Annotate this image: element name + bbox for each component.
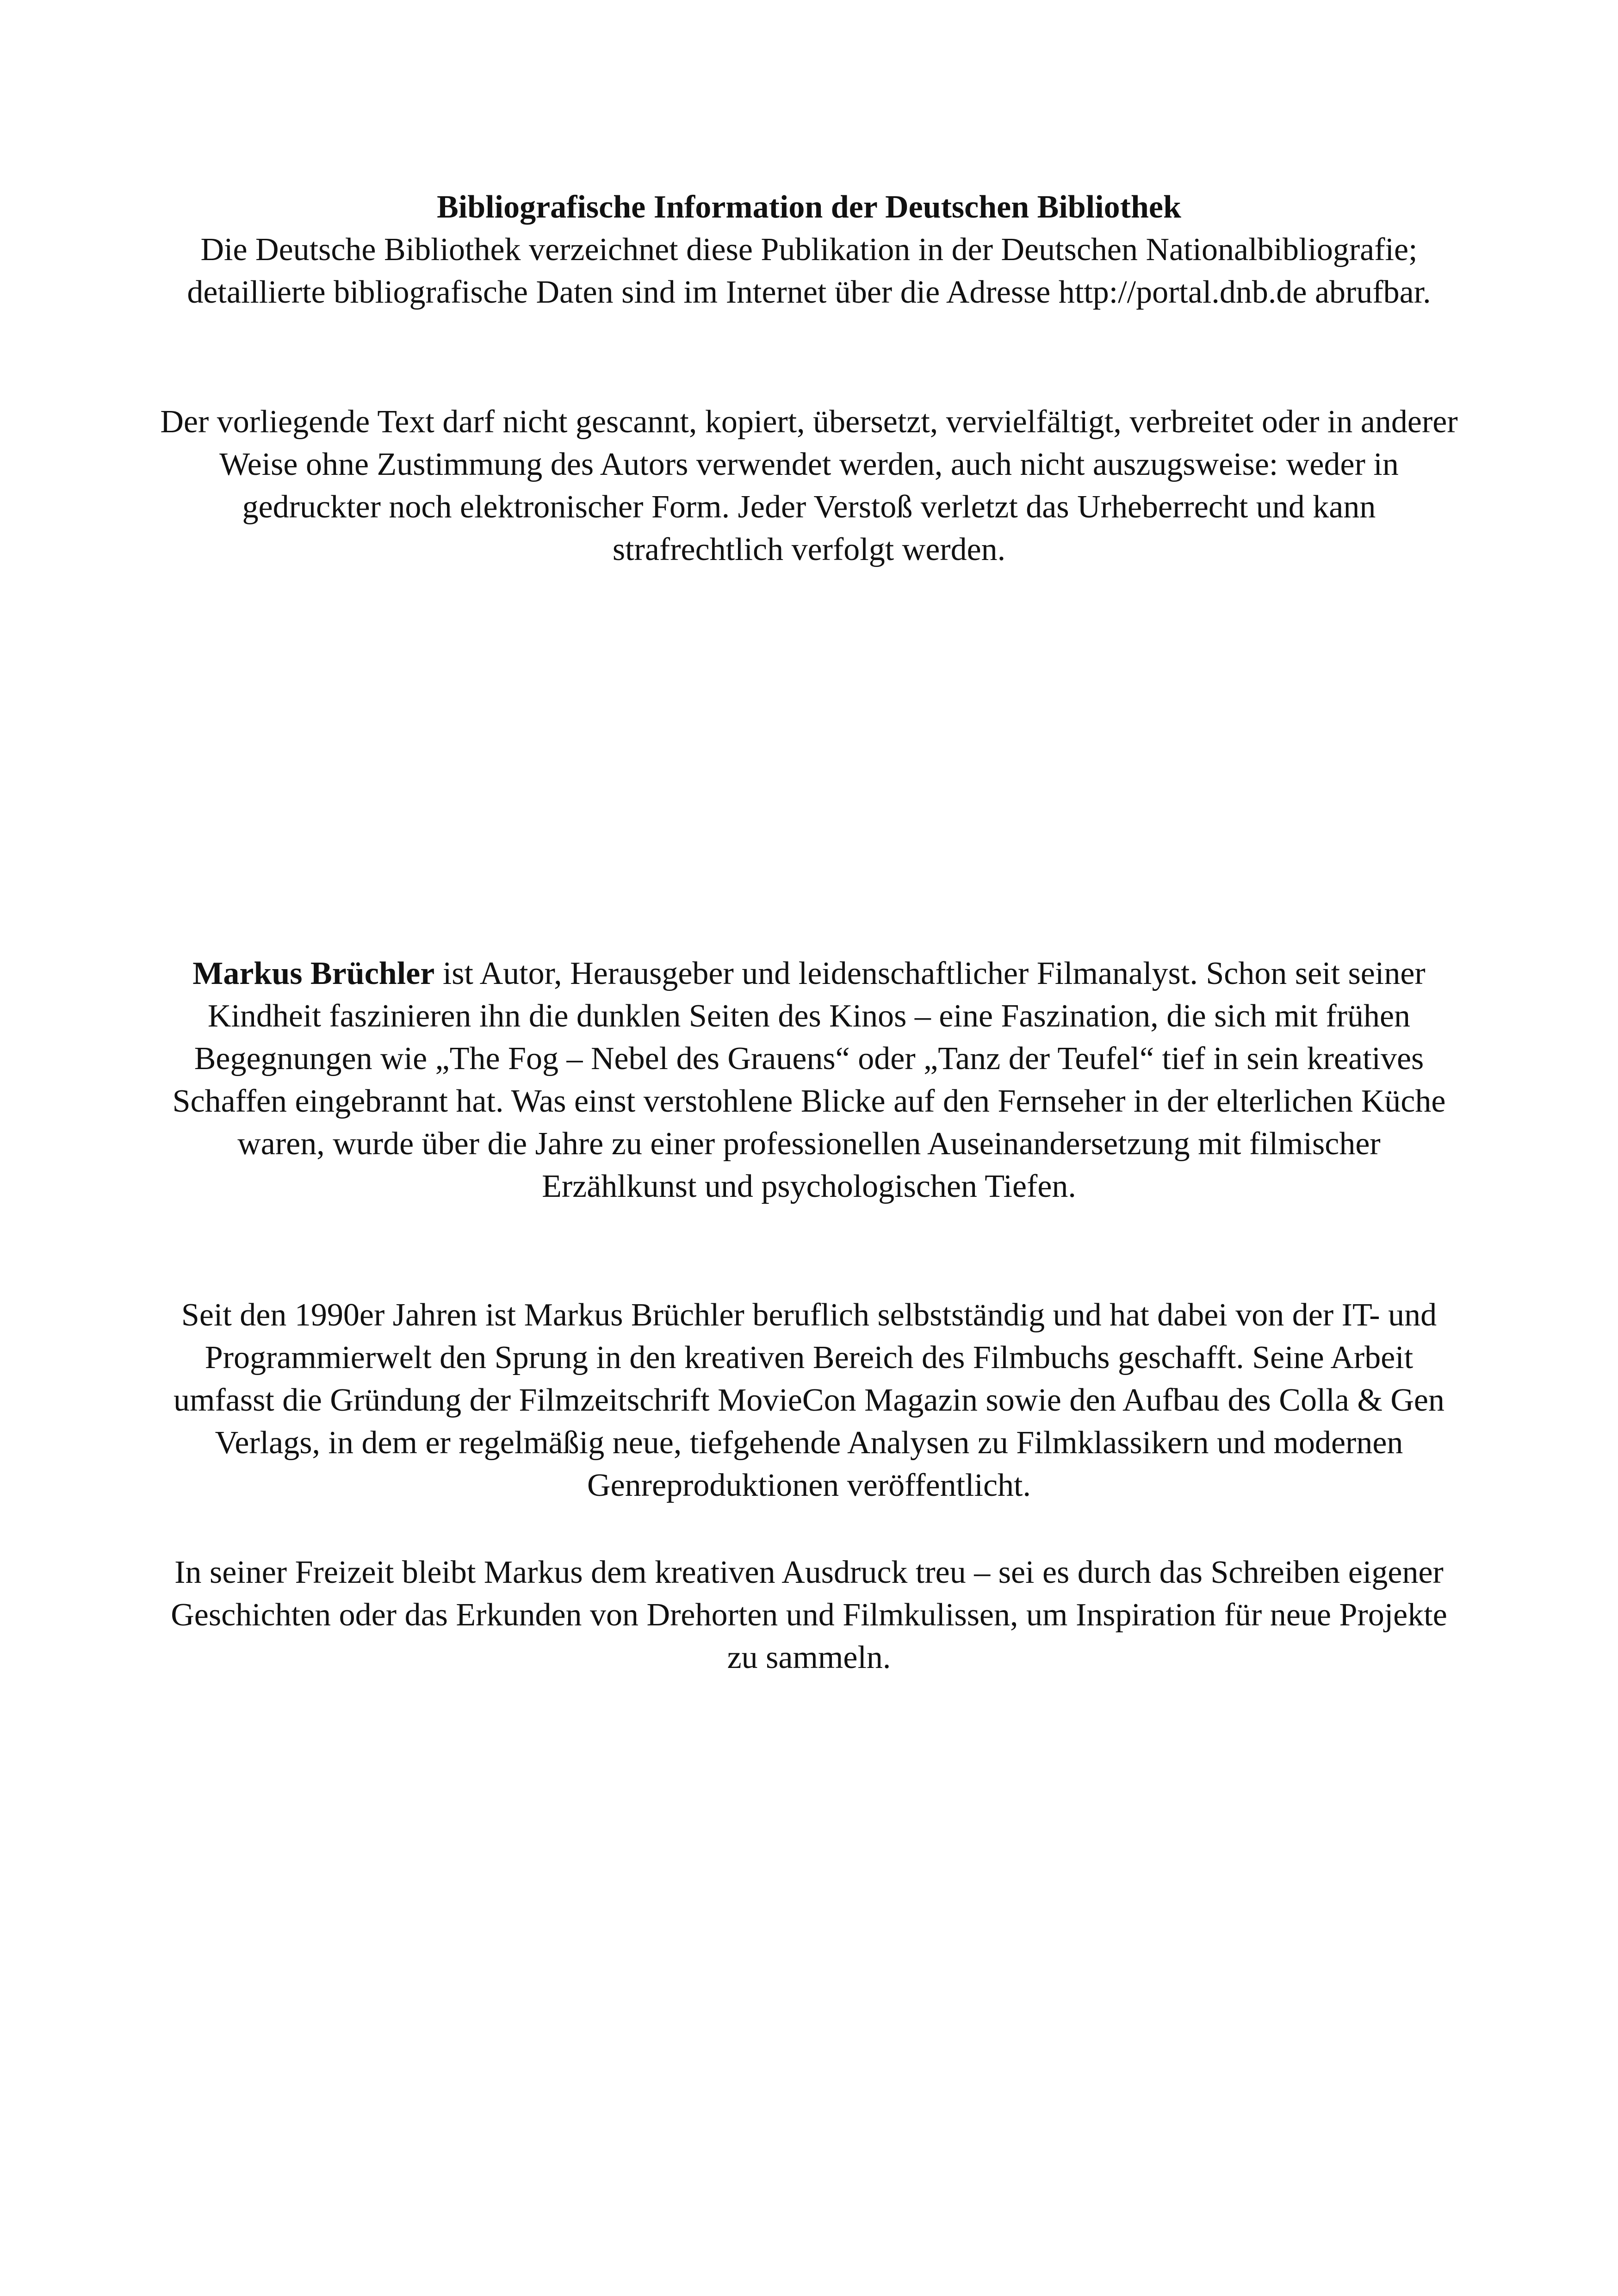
bibliographic-info-block — [157, 186, 1461, 314]
author-bio-paragraph-1-rest: ist Autor, Herausgeber und leidenschaftlicher Filmanalyst. Schon seit seiner Kindheit faszinieren ihn die dunklen Seiten des Kinos – eine Faszination, die sich mit frühen Begegnungen wie „The Fog – Nebel des Grauens“ oder „Tanz der Teufel“ tief in sein kreatives Schaffen eingebrannt hat. Was einst verstohlene Blicke auf den Fernseher in der elterlichen Küche waren, wurde über die Jahre zu einer professionellen Auseinandersetzung mit filmischer Erzählkunst und psychologischen Tiefen. — [172, 956, 1446, 1204]
author-name: Markus Brüchler — [192, 956, 435, 991]
author-bio-paragraph-3 — [157, 1551, 1461, 1679]
copyright-notice — [157, 401, 1461, 571]
author-bio-paragraph-1-text — [157, 952, 1461, 1208]
bibliographic-info-text: Die Deutsche Bibliothek verzeichnet diese Publikation in der Deutschen Nationalbibliografie; detaillierte bibliografische Daten sind im Internet über die Adresse http://portal.dnb.de abrufbar. — [187, 232, 1431, 310]
bibliographic-info-heading: Bibliografische Information der Deutschen Bibliothek — [437, 189, 1181, 225]
author-bio-paragraph-3-text: In seiner Freizeit bleibt Markus dem kreativen Ausdruck treu – sei es durch das Schreiben eigener Geschichten oder das Erkunden von Drehorten und Filmkulissen, um Inspiration für neue Projekte zu sammeln. — [171, 1555, 1447, 1675]
author-bio-paragraph-1 — [157, 952, 1461, 1208]
author-bio-paragraph-2 — [157, 1294, 1461, 1507]
author-bio-paragraph-2-text: Seit den 1990er Jahren ist Markus Brüchler beruflich selbstständig und hat dabei von der IT- und Programmierwelt den Sprung in den kreativen Bereich des Filmbuchs geschafft. Seine Arbeit umfasst die Gründung der Filmzeitschrift MovieCon Magazin sowie den Aufbau des Colla & Gen Verlags, in dem er regelmäßig neue, tiefgehende Analysen zu Filmklassikern und modernen Genreproduktionen veröffentlicht. — [174, 1297, 1444, 1503]
copyright-notice-text: Der vorliegende Text darf nicht gescannt, kopiert, übersetzt, vervielfältigt, verbreitet oder in anderer Weise ohne Zustimmung des Autors verwendet werden, auch nicht auszugsweise: weder in gedruckter noch elektronischer Form. Jeder Verstoß verletzt das Urheberrecht und kann strafrechtlich verfolgt werden. — [160, 404, 1458, 567]
